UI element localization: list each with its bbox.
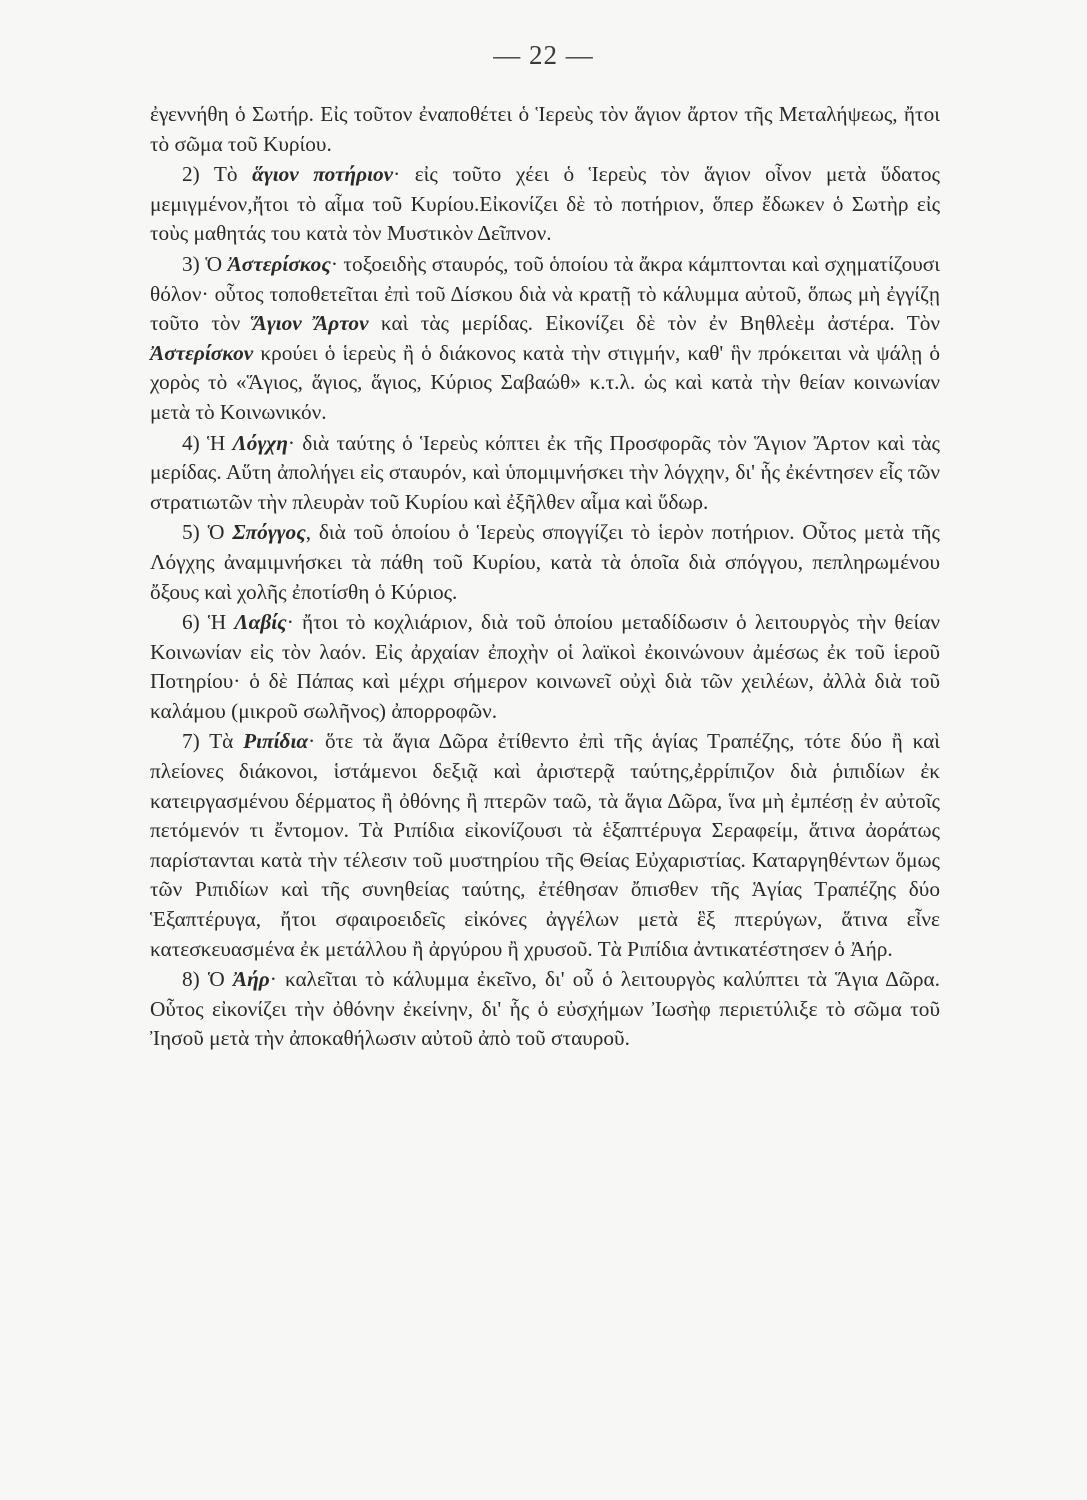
- paragraph: [150, 160, 940, 249]
- text-run: 2) Τὸ: [182, 162, 253, 187]
- text-run: · διὰ ταύτης ὁ Ἱερεὺς κόπτει ἐκ τῆς Προσφορᾶς τὸν Ἅγιον Ἄρτον καὶ τὰς μερίδας. Αὕτη ἀπολήγει εἰς σταυρόν, καὶ ὑπομιμνήσκει τὴν λόγχην, δι' ἧς ἐκέντησεν εἷς τῶν στρατιωτῶν τὴν πλευρὰν τοῦ Κυρίου καὶ ἐξῆλθεν αἷμα καὶ ὕδωρ.: [150, 430, 940, 514]
- body-text: [150, 100, 940, 1055]
- bold-term: Ριπίδια: [243, 729, 309, 754]
- text-run: , διὰ τοῦ ὁποίου ὁ Ἱερεὺς σπογγίζει τὸ ἱερὸν ποτήριον. Οὗτος μετὰ τῆς Λόγχης ἀναμιμνήσκει τὰ πάθη τοῦ Κυρίου, κατὰ τὰ ὁποῖα διὰ σπόγγου, πεπληρωμένου ὄξους καὶ χολῆς ἐποτίσθη ὁ Κύριος.: [150, 520, 940, 604]
- text-run: · καλεῖται τὸ κάλυμμα ἐκεῖνο, δι' οὗ ὁ λειτουργὸς καλύπτει τὰ Ἅγια Δῶρα. Οὗτος εἰκονίζει τὴν ὀθόνην ἐκείνην, δι' ἧς ὁ εὐσχήμων Ἰωσὴφ περιετύλιξε τὸ σῶμα τοῦ Ἰησοῦ μετὰ τὴν ἀποκαθήλωσιν αὐτοῦ ἀπὸ τοῦ σταυροῦ.: [150, 967, 940, 1051]
- bold-term: ἅγιον ποτήριον: [252, 162, 394, 187]
- bold-term: Λόγχη: [232, 430, 288, 455]
- text-run: κρούει ὁ ἱερεὺς ἢ ὁ διάκονος κατὰ τὴν στιγμήν, καθ' ἣν πρόκειται νὰ ψάλῃ ὁ χορὸς τὸ «Ἅγιος, ἅγιος, ἅγιος, Κύριος Σαβαώθ» κ.τ.λ. ὡς καὶ κατὰ τὴν θείαν κοινωνίαν μετὰ τὸ Κοινωνικόν.: [150, 340, 940, 424]
- paragraph: [150, 608, 940, 726]
- text-run: · ἤτοι τὸ κοχλιάριον, διὰ τοῦ ὁποίου μεταδίδωσιν ὁ λειτουργὸς τὴν θείαν Κοινωνίαν εἰς τὸν λαόν. Εἰς ἀρχαίαν ἐποχὴν οἱ λαϊκοὶ ἐκοινώνουν ἀμέσως ἐκ τοῦ ἱεροῦ Ποτηρίου· ὁ δὲ Πάπας καὶ μέχρι σήμερον κοινωνεῖ οὐχὶ διὰ τῶν χειλέων, ἀλλὰ διὰ τοῦ καλάμου (μικροῦ σωλῆνος) ἀπορροφῶν.: [150, 610, 940, 723]
- text-run: 6) Ἡ: [182, 610, 235, 635]
- bold-term: Σπόγγος: [232, 520, 306, 545]
- text-run: 7) Τὰ: [182, 729, 244, 754]
- text-run: καὶ τὰς μερίδας. Εἰκονίζει δὲ τὸν ἐν Βηθλεὲμ ἀστέρα. Τὸν: [368, 311, 940, 336]
- bold-term: Λαβίς: [234, 610, 287, 635]
- paragraph: [150, 100, 940, 159]
- paragraph: [150, 250, 940, 428]
- text-run: 8) Ὁ: [182, 967, 233, 992]
- paragraph: [150, 429, 940, 518]
- paragraph: [150, 518, 940, 607]
- bold-term: Ἅγιον Ἄρτον: [252, 311, 369, 336]
- text-run: 3) Ὁ: [182, 251, 228, 276]
- paragraph: [150, 965, 940, 1054]
- text-run: · τοξοειδὴς σταυρός, τοῦ ὁποίου τὰ ἄκρα κάμπτονται καὶ σχηματίζουσι θόλον· οὗτος τοποθετεῖται ἐπὶ τοῦ Δίσκου διὰ νὰ κρατῇ τὸ κάλυμμα αὐτοῦ, ὅπως μὴ ἐγγίζῃ τοῦτο τὸν: [150, 251, 940, 336]
- bold-term: Ἀήρ: [232, 967, 270, 992]
- text-run: · εἰς τοῦτο χέει ὁ Ἱερεὺς τὸν ἅγιον οἶνον μετὰ ὕδατος μεμιγμένον,ἤτοι τὸ αἷμα τοῦ Κυρίου.Εἰκονίζει δὲ τὸ ποτήριον, ὅπερ ἔδωκεν ὁ Σωτὴρ εἰς τοὺς μαθητάς του κατὰ τὸν Μυστικὸν Δεῖπνον.: [150, 162, 940, 246]
- text-run: ἐγεννήθη ὁ Σωτήρ. Εἰς τοῦτον ἐναποθέτει ὁ Ἱερεὺς τὸν ἅγιον ἄρτον τῆς Μεταλήψεως, ἤτοι τὸ σῶμα τοῦ Κυρίου.: [150, 102, 940, 156]
- text-run: · ὅτε τὰ ἅγια Δῶρα ἐτίθεντο ἐπὶ τῆς ἁγίας Τραπέζης, τότε δύο ἢ καὶ πλείονες διάκονοι, ἱστάμενοι δεξιᾷ καὶ ἀριστερᾷ ταύτης,ἐρρίπιζον διὰ ῥιπιδίων ἐκ κατειργασμένου δέρματος ἢ ὀθόνης ἢ πτερῶν ταῶ, τὰ ἅγια Δῶρα, ἵνα μὴ ἐμπέσῃ ἐν αὐτοῖς πετόμενόν τι ἔντομον. Τὰ Ριπίδια εἰκονίζουσι τὰ ἑξαπτέρυγα Σεραφείμ, ἅτινα ἀοράτως παρίστανται κατὰ τὴν τέλεσιν τοῦ μυστηρίου τῆς Θείας Εὐχαριστίας. Καταργηθέντων ὅμως τῶν Ριπιδίων καὶ τῆς συνηθείας ταύτης, ἐτέθησαν ὄπισθεν τῆς Ἁγίας Τραπέζης δύο Ἑξαπτέρυγα, ἤτοι σφαιροειδεῖς εἰκόνες ἀγγέλων μετὰ ἓξ πτερύγων, ἅτινα εἶνε κατεσκευασμένα ἐκ μετάλλου ἢ ἀργύρου ἢ χρυσοῦ. Τὰ Ριπίδια ἀντικατέστησεν ὁ Ἀήρ.: [150, 729, 940, 961]
- paragraph: [150, 727, 940, 964]
- text-run: 5) Ὁ: [182, 520, 233, 545]
- bold-term: Ἀστερίσκον: [150, 340, 254, 365]
- page-number: — 22 —: [493, 40, 594, 70]
- bold-term: Ἀστερίσκος: [227, 251, 331, 276]
- text-run: 4) Ἡ: [182, 430, 233, 455]
